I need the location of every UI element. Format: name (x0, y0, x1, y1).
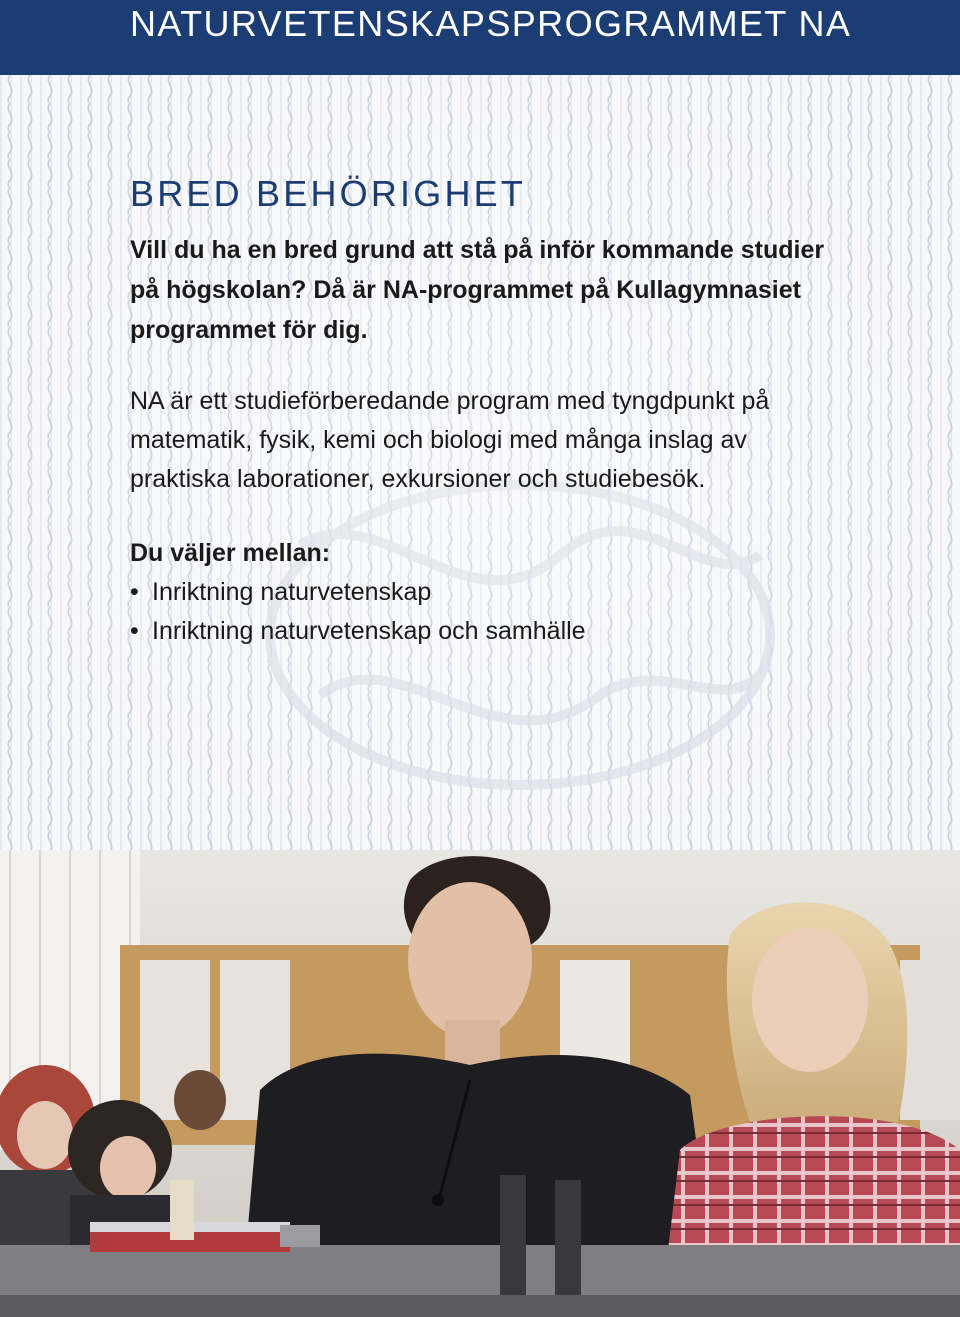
main-content (130, 170, 850, 651)
choice-label: Inriktning naturvetenskap (152, 578, 432, 606)
section-heading: BRED BEHÖRIGHET (130, 173, 527, 214)
lead-paragraph: Vill du ha en bred grund att stå på inför kommande studier på högskolan? Då är NA-programmet på Kullagymnasiet programmet för dig. (130, 236, 825, 344)
choices-list (130, 573, 850, 651)
body-paragraph: NA är ett studieförberedande program med tyngdpunkt på matematik, fysik, kemi och biologi med många inslag av praktiska laborationer, exkursioner och studiebesök. (130, 387, 770, 493)
choice-label: Inriktning naturvetenskap och samhälle (152, 617, 586, 645)
program-title: NATURVETENSKAPSPROGRAMMET NA (130, 3, 852, 44)
bullet-icon: • (130, 578, 139, 606)
classroom-lab-photo-icon (0, 850, 960, 1317)
choices-heading: Du väljer mellan: (130, 539, 331, 567)
bullet-icon: • (130, 617, 139, 645)
list-item (130, 573, 850, 612)
list-item (130, 612, 850, 651)
header-band (0, 0, 960, 75)
classroom-lab-photo (0, 850, 960, 1317)
